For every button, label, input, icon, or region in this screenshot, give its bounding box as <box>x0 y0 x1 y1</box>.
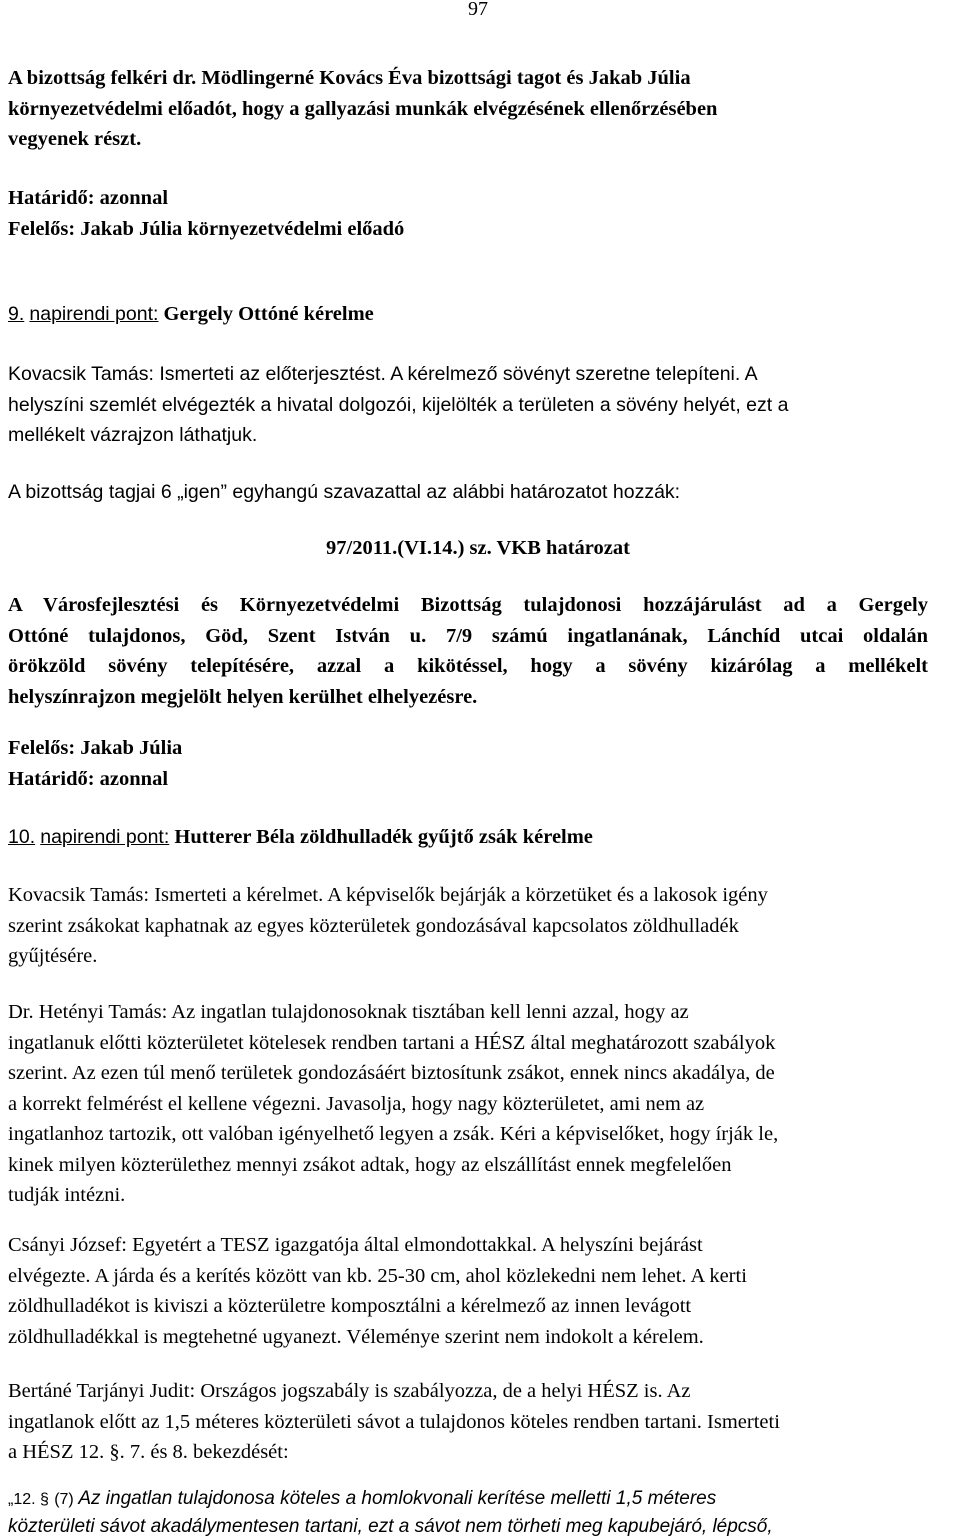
text-line: kinek milyen közterülethez mennyi zsákot adtak, hogy az elszállítást ennek megfelelően <box>8 1153 732 1176</box>
text-line: A bizottság felkéri dr. Mödlingerné Kovács Éva bizottsági tagot és Jakab Júlia <box>8 67 691 89</box>
item10-paragraph-3 <box>8 1230 928 1352</box>
item10-title: Hutterer Béla zöldhulladék gyűjtő zsák kérelme <box>174 826 593 848</box>
item10-number: 10. <box>8 826 36 848</box>
deadline-line: Határidő: azonnal <box>8 767 169 790</box>
text-line: a korrekt felmérést el kellene végezni. Javasolja, hogy nagy közterületet, ami nem az <box>8 1092 705 1115</box>
item10-paragraph-2 <box>8 997 928 1211</box>
text-line: zöldhulladékot is kiviszi a közterületre komposztálni a kérelmező az innen levágott <box>8 1295 692 1317</box>
text-line: Kovacsik Tamás: Ismerteti az előterjesztést. A kérelmező sövényt szeretne telepíteni. A <box>8 363 758 385</box>
text-line: ingatlanok előtt az 1,5 méteres közterületi sávot a tulajdonos köteles rendben tartani. Ismerteti <box>8 1410 780 1433</box>
item9-assignment <box>8 733 928 794</box>
item9-number: 9. <box>8 303 25 325</box>
text-line: Csányi József: Egyetért a TESZ igazgatója által elmondottakkal. A helyszíni bejárást <box>8 1234 703 1256</box>
intro-assignment <box>8 183 928 244</box>
text-line: környezetvédelmi előadót, hogy a gallyazási munkák elvégzésének ellenőrzésében <box>8 97 718 120</box>
text-line: örökzöld sövény telepítésére, azzal a kikötéssel, hogy a sövény kizárólag a mellékelt <box>8 655 928 677</box>
text-line: helyszínrajzon megjelölt helyen kerülhet elhelyezésre. <box>8 685 478 708</box>
text-line: elvégezte. A járda és a kerítés között van kb. 25-30 cm, ahol közlekedni nem lehet. A kerti <box>8 1264 747 1287</box>
text-line: Dr. Hetényi Tamás: Az ingatlan tulajdonosoknak tisztában kell lenni azzal, hogy az <box>8 1001 689 1023</box>
quote-line: Az ingatlan tulajdonosa köteles a homlokvonali kerítése melletti 1,5 méteres <box>78 1488 717 1509</box>
text-line: mellékelt vázrajzon láthatjuk. <box>8 424 258 446</box>
text-line: tudják intézni. <box>8 1184 126 1206</box>
page-number: 97 <box>468 0 488 20</box>
resolution-title <box>8 533 948 564</box>
text-line: gyűjtésére. <box>8 945 98 967</box>
text-line: szerint zsákokat kaphatnak az egyes közterületek gondozásával kapcsolatos zöldhulladék <box>8 914 739 937</box>
text-line: szerint. Az ezen túl menő területek gondozásáért biztosítunk zsákot, ennek nincs akadálya, de <box>8 1062 775 1084</box>
item9-title: Gergely Ottóné kérelme <box>163 303 374 325</box>
quote-line: közterületi sávot akadálymentesen tartani, ezt a sávot nem törheti meg kapubejáró, lépcső, <box>8 1516 773 1537</box>
intro-paragraph <box>8 63 928 155</box>
resolution-title-text: 97/2011.(VI.14.) sz. VKB határozat <box>326 537 630 559</box>
text-line: a HÉSZ 12. §. 7. és 8. bekezdését: <box>8 1441 289 1463</box>
deadline-line: Határidő: azonnal <box>8 187 169 209</box>
text-line: Bertáné Tarjányi Judit: Országos jogszabály is szabályozza, de a helyi HÉSZ is. Az <box>8 1380 691 1402</box>
quote-subsection: (7) <box>54 1491 74 1508</box>
hesz-quote <box>8 1485 928 1540</box>
text-line: helyszíni szemlét elvégezték a hivatal dolgozói, kijelölték a területen a sövény helyét, ezt a <box>8 393 789 416</box>
item10-label: napirendi pont: <box>40 826 170 848</box>
text-line: ingatlanuk előtti közterületet kötelesek rendben tartani a HÉSZ által meghatározott szabályok <box>8 1031 776 1054</box>
vote-line: A bizottság tagjai 6 „igen” egyhangú szavazattal az alábbi határozatot hozzák: <box>8 481 681 503</box>
quote-section-number: „12. § <box>8 1491 49 1508</box>
text-line: vegyenek részt. <box>8 128 142 150</box>
item9-paragraph <box>8 359 928 451</box>
text-line: ingatlanhoz tartozik, ott valóban igényelhető legyen a zsák. Kéri a képviselőket, hogy írják le, <box>8 1123 779 1145</box>
item9-heading <box>8 299 928 330</box>
item10-heading <box>8 822 928 853</box>
text-line: A Városfejlesztési és Környezetvédelmi Bizottság tulajdonosi hozzájárulást ad a Gergely <box>8 594 928 616</box>
text-line: Ottóné tulajdonos, Göd, Szent István u. 7/9 számú ingatlanának, Lánchíd utcai oldalán <box>8 624 928 647</box>
resolution-body <box>8 590 928 712</box>
text-line: zöldhulladékkal is megtehetné ugyanezt. Véleménye szerint nem indokolt a kérelem. <box>8 1325 704 1348</box>
item10-paragraph-1 <box>8 880 928 972</box>
text-line: Kovacsik Tamás: Ismerteti a kérelmet. A képviselők bejárják a körzetüket és a lakosok igény <box>8 884 768 906</box>
responsible-line: Felelős: Jakab Júlia környezetvédelmi előadó <box>8 217 405 240</box>
responsible-line: Felelős: Jakab Júlia <box>8 737 183 759</box>
item9-vote <box>8 477 928 508</box>
item10-paragraph-4 <box>8 1376 928 1468</box>
item9-label: napirendi pont: <box>29 303 159 325</box>
